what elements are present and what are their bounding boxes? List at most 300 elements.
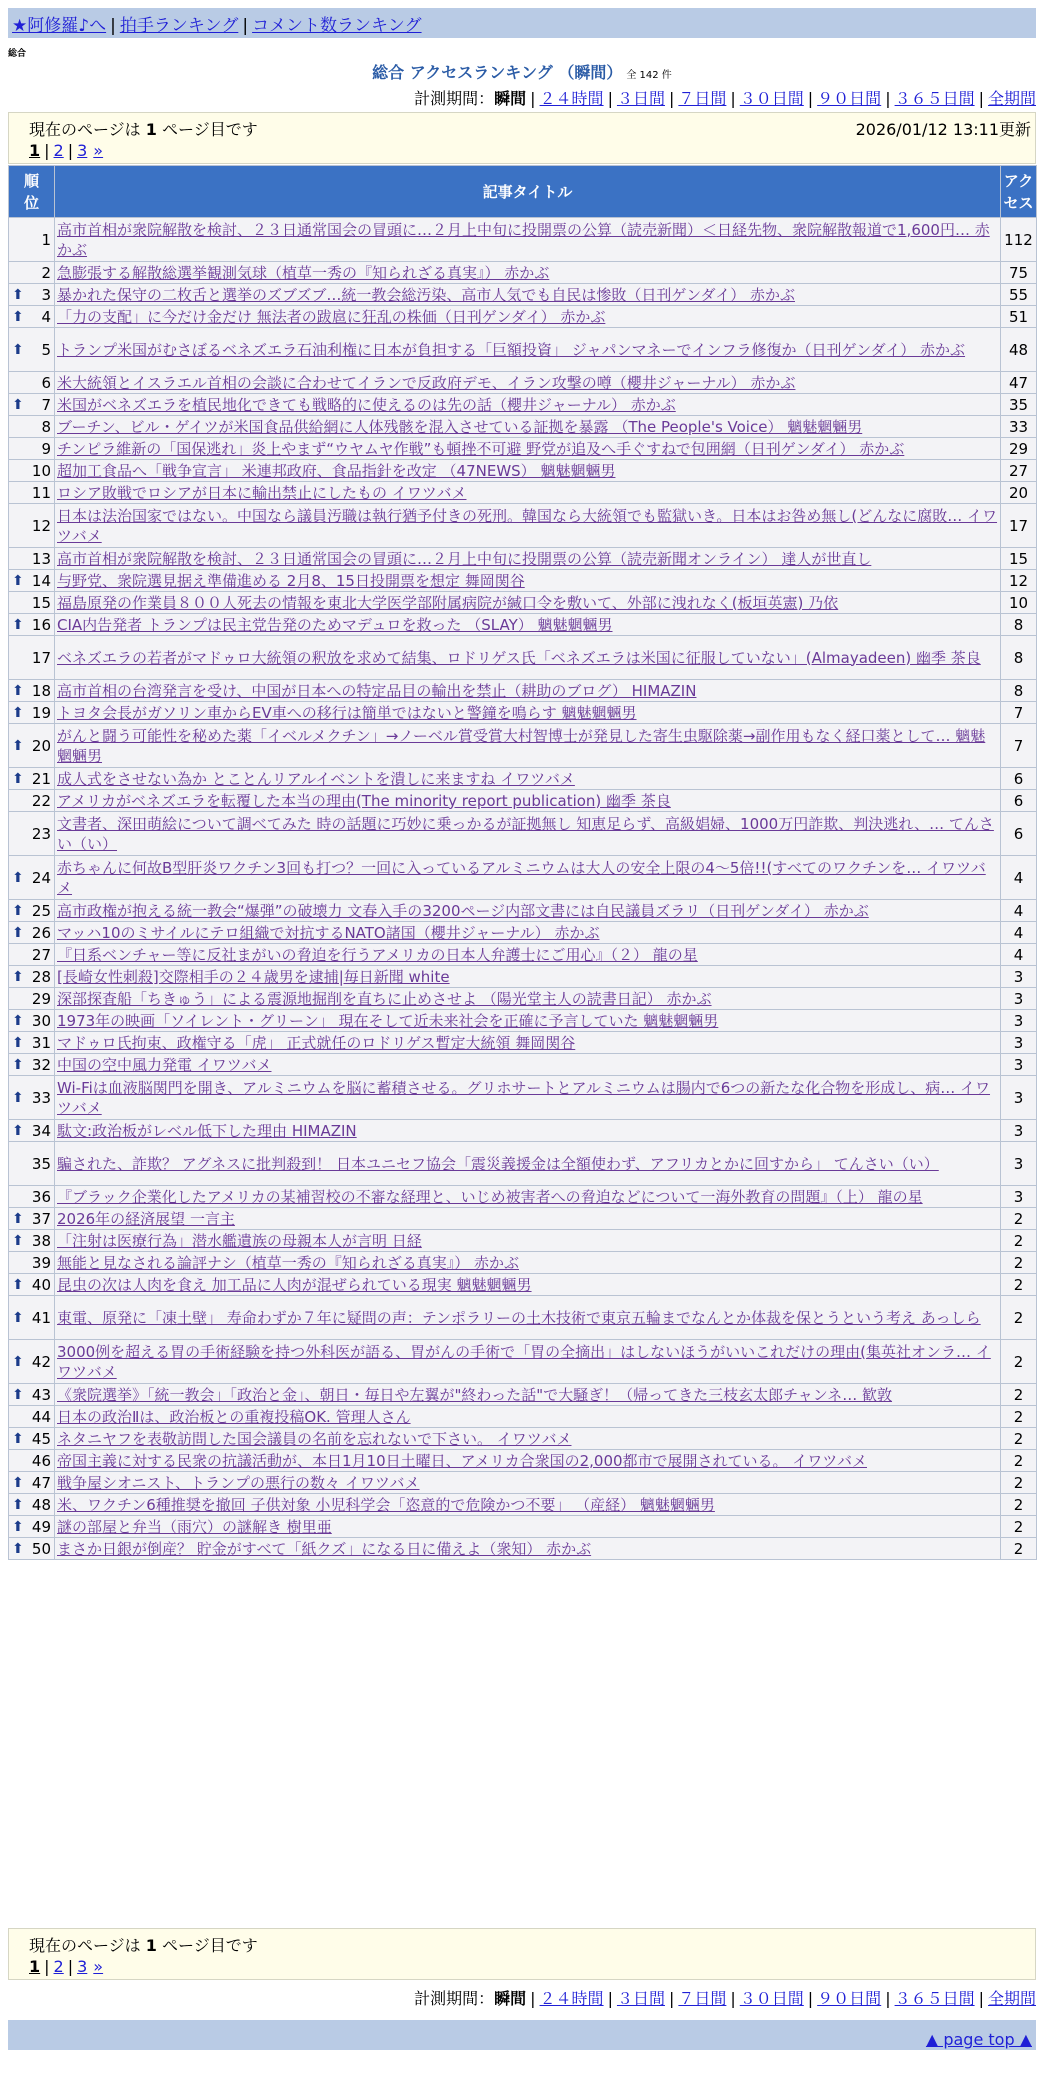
- title-cell: [55, 1384, 1001, 1406]
- access-count: 3: [1001, 1142, 1037, 1186]
- table-row: [9, 1230, 1037, 1252]
- rank-up-arrow-icon: ⬆: [12, 737, 24, 754]
- rank-up-arrow-icon: ⬆: [12, 1089, 24, 1106]
- article-title-link[interactable]: 文書者、深田萌絵について調べてみた 時の話題に巧妙に乗っかるが証拠無し 知恵足らず、高級娼婦、1000万円詐欺、判決逃れ、… てんさい（い）: [57, 814, 994, 853]
- article-title-link[interactable]: 高市首相が衆院解散を検討、２３日通常国会の冒頭に…２月上中旬に投開票の公算（読売新聞オンライン） 達人が世直し: [57, 549, 872, 568]
- rank-number: 19: [31, 703, 51, 722]
- title-cell: [55, 1054, 1001, 1076]
- period-option-link[interactable]: ３日間: [616, 1989, 665, 2008]
- article-title-link[interactable]: 与野党、衆院選見据え準備進める 2月8、15日投開票を想定 舞岡関谷: [57, 571, 525, 590]
- title-cell: [55, 482, 1001, 504]
- page-links: [29, 1957, 103, 1976]
- rank-number: 4: [41, 307, 51, 326]
- article-title-link[interactable]: 2026年の経済展望 一言主: [57, 1209, 235, 1228]
- article-title-link[interactable]: 1973年の映画「ソイレント・グリーン」 現在そして近未来社会を正確に予言していた 魑魅魍魎男: [57, 1011, 719, 1030]
- table-row: [9, 1120, 1037, 1142]
- access-count: 3: [1001, 1120, 1037, 1142]
- title-cell: [55, 680, 1001, 702]
- period-option-link[interactable]: ７日間: [678, 1989, 727, 2008]
- access-count: 55: [1001, 284, 1037, 306]
- rank-cell: [9, 636, 55, 680]
- rank-up-arrow-icon: ⬆: [12, 286, 24, 303]
- ranking-table: [8, 165, 1037, 1560]
- rank-number: 44: [31, 1407, 51, 1426]
- rank-number: 11: [31, 483, 51, 502]
- period-option-link[interactable]: ３０日間: [739, 89, 804, 108]
- article-title-link[interactable]: [長崎女性刺殺]交際相手の２４歳男を逮捕|毎日新聞 white: [57, 967, 450, 986]
- rank-cell: [9, 306, 55, 328]
- access-count: 6: [1001, 790, 1037, 812]
- title-cell: [55, 856, 1001, 900]
- period-option-link[interactable]: ３６５日間: [894, 89, 975, 108]
- title-cell: [55, 900, 1001, 922]
- rank-number: 48: [31, 1495, 51, 1514]
- article-title-link[interactable]: 騙された、詐欺？ アグネスに批判殺到！ 日本ユニセフ協会「震災義援金は全額使わず、アフリカとかに回すから」 てんさい（い）: [57, 1154, 939, 1173]
- period-separator: |: [530, 1989, 536, 2008]
- nav-separator: |: [242, 16, 249, 36]
- period-separator: |: [668, 89, 675, 108]
- next-page-link[interactable]: »: [93, 141, 104, 160]
- rank-column-header: 順位: [9, 166, 55, 218]
- rank-cell: [9, 680, 55, 702]
- page-link[interactable]: 3: [77, 141, 88, 160]
- access-count: 4: [1001, 900, 1037, 922]
- access-count: 2: [1001, 1406, 1037, 1428]
- article-title-link[interactable]: 成人式をさせない為か とことんリアルイベントを潰しに来ますね イワツバメ: [57, 769, 575, 788]
- rank-number: 12: [31, 516, 51, 535]
- home-link[interactable]: ★阿修羅♪へ: [12, 16, 107, 36]
- rank-number: 27: [31, 945, 51, 964]
- access-count: 35: [1001, 394, 1037, 416]
- access-count: 3: [1001, 1010, 1037, 1032]
- period-current: 瞬間: [494, 89, 527, 108]
- period-option-link[interactable]: ３日間: [616, 89, 665, 108]
- article-title-link[interactable]: 超加工食品へ「戦争宣言」 米連邦政府、食品指針を改定 （47NEWS） 魑魅魍魎男: [57, 461, 616, 480]
- period-separator: |: [885, 1989, 891, 2008]
- article-title-link[interactable]: 『ブラック企業化したアメリカの某補習校の不審な経理と、いじめ被害者への脅迫などについて一海外教育の問題』（上） 龍の星: [57, 1187, 923, 1206]
- rank-cell: [9, 966, 55, 988]
- table-row: [9, 372, 1037, 394]
- next-page-link[interactable]: »: [93, 1957, 104, 1976]
- title-cell: [55, 416, 1001, 438]
- article-title-link[interactable]: 戦争屋シオニスト、トランプの悪行の数々 イワツバメ: [57, 1473, 420, 1492]
- access-count: 75: [1001, 262, 1037, 284]
- rank-cell: [9, 1142, 55, 1186]
- rank-cell: [9, 900, 55, 922]
- table-row: [9, 394, 1037, 416]
- rank-number: 16: [31, 615, 51, 634]
- rank-cell: [9, 1076, 55, 1120]
- article-title-link[interactable]: 無能と見なされる論評ナシ（植草一秀の『知られざる真実』） 赤かぶ: [57, 1253, 519, 1272]
- clap-ranking-link[interactable]: 拍手ランキング: [119, 16, 239, 36]
- access-count: 8: [1001, 680, 1037, 702]
- period-separator: |: [668, 1989, 675, 2008]
- current-page-text: 現在のページは 1 ページ目です: [29, 120, 258, 139]
- table-row: [9, 1142, 1037, 1186]
- rank-cell: [9, 284, 55, 306]
- title-cell: [55, 636, 1001, 680]
- article-title-link[interactable]: 高市政権が抱える統一教会“爆弾”の破壊力 文春入手の3200ページ内部文書には自民議員ズラリ（日刊ゲンダイ） 赤かぶ: [57, 901, 869, 920]
- rank-up-arrow-icon: ⬆: [12, 1122, 24, 1139]
- rank-up-arrow-icon: ⬆: [12, 704, 24, 721]
- rank-cell: [9, 922, 55, 944]
- article-title-link[interactable]: マドゥロ氏拘束、政権守る「虎」 正式就任のロドリゲス暫定大統領 舞岡関谷: [57, 1033, 576, 1052]
- article-title-link[interactable]: ブーチン、ビル・ゲイツが米国食品供給網に人体残骸を混入させている証拠を暴露 （The People's Voice） 魑魅魍魎男: [57, 417, 863, 436]
- access-count: 20: [1001, 482, 1037, 504]
- rank-cell: [9, 1296, 55, 1340]
- table-row: [9, 1538, 1037, 1560]
- article-title-link[interactable]: 高市首相の台湾発言を受け、中国が日本への特定品目の輸出を禁止（耕助のブログ） HIMAZIN: [57, 681, 697, 700]
- rank-up-arrow-icon: ⬆: [12, 1034, 24, 1051]
- table-row: [9, 680, 1037, 702]
- rank-cell: [9, 1274, 55, 1296]
- rank-number: 28: [31, 967, 51, 986]
- title-cell: [55, 1010, 1001, 1032]
- rank-up-arrow-icon: ⬆: [12, 1540, 24, 1557]
- pager-top: [8, 112, 1036, 164]
- rank-number: 22: [31, 791, 51, 810]
- current-page-text: 現在のページは 1 ページ目です: [29, 1936, 258, 1955]
- table-row: [9, 1054, 1037, 1076]
- rank-number: 2: [41, 263, 51, 282]
- ranking-table-body: [9, 218, 1037, 1560]
- article-title-link[interactable]: 日本は法治国家ではない。中国なら議員汚職は執行猶予付きの死刑。韓国なら大統領でも監獄いき。日本はお咎め無し(どんなに腐敗… イワツバメ: [57, 506, 998, 545]
- rank-up-arrow-icon: ⬆: [12, 902, 24, 919]
- table-row: [9, 966, 1037, 988]
- rank-cell: [9, 1186, 55, 1208]
- title-cell: [55, 460, 1001, 482]
- access-count: 3: [1001, 1032, 1037, 1054]
- table-row: [9, 1428, 1037, 1450]
- access-count: 33: [1001, 416, 1037, 438]
- access-count: 2: [1001, 1340, 1037, 1384]
- article-title-link[interactable]: 急膨張する解散総選挙観測気球（植草一秀の『知られざる真実』） 赤かぶ: [57, 263, 550, 282]
- table-row: [9, 1274, 1037, 1296]
- table-row: [9, 1186, 1037, 1208]
- rank-number: 46: [31, 1451, 51, 1470]
- period-option-link[interactable]: ２４時間: [539, 89, 604, 108]
- rank-up-arrow-icon: ⬆: [12, 1210, 24, 1227]
- rank-number: 6: [41, 373, 51, 392]
- rank-up-arrow-icon: ⬆: [12, 1518, 24, 1535]
- title-cell: [55, 328, 1001, 372]
- rank-cell: [9, 1538, 55, 1560]
- period-option-link[interactable]: ７日間: [678, 89, 727, 108]
- title-cell: [55, 1450, 1001, 1472]
- title-cell: [55, 790, 1001, 812]
- period-option-link[interactable]: ９０日間: [817, 1989, 882, 2008]
- title-cell: [55, 306, 1001, 328]
- title-cell: [55, 1494, 1001, 1516]
- article-title-link[interactable]: 昆虫の次は人肉を食え 加工品に人肉が混ぜられている現実 魑魅魍魎男: [57, 1275, 532, 1294]
- title-cell: [55, 1076, 1001, 1120]
- comment-ranking-link[interactable]: コメント数ランキング: [252, 16, 422, 36]
- page-title: [0, 60, 1044, 83]
- table-row: [9, 1472, 1037, 1494]
- rank-number: 20: [31, 736, 51, 755]
- article-title-link[interactable]: 暴かれた保守の二枚舌と選挙のズブズブ…統一教会総汚染、高市人気でも自民は惨敗（日刊ゲンダイ） 赤かぶ: [57, 285, 795, 304]
- article-title-link[interactable]: 高市首相が衆院解散を検討、２３日通常国会の冒頭に…２月上中旬に投開票の公算（読売新聞）＜日経先物、衆院解散報道で1,600円… 赤かぶ: [57, 220, 990, 259]
- rank-cell: [9, 1494, 55, 1516]
- access-count: 10: [1001, 592, 1037, 614]
- article-title-link[interactable]: 深部探査船「ちきゅう」による震源地掘削を直ちに止めさせよ （陽光堂主人の読書日記） 赤かぶ: [57, 989, 712, 1008]
- title-cell: [55, 768, 1001, 790]
- rank-cell: [9, 1472, 55, 1494]
- article-title-link[interactable]: トヨタ会長がガソリン車からEV車への移行は簡単ではないと警鐘を鳴らす 魑魅魍魎男: [57, 703, 637, 722]
- access-count: 4: [1001, 856, 1037, 900]
- article-title-link[interactable]: 米大統領とイスラエル首相の会談に合わせてイランで反政府デモ、イラン攻撃の噂（櫻井ジャーナル） 赤かぶ: [57, 373, 796, 392]
- access-count: 15: [1001, 548, 1037, 570]
- access-count: 48: [1001, 328, 1037, 372]
- rank-up-arrow-icon: ⬆: [12, 616, 24, 633]
- title-cell: [55, 944, 1001, 966]
- rank-number: 33: [31, 1088, 51, 1107]
- rank-number: 35: [31, 1154, 51, 1173]
- table-row: [9, 1252, 1037, 1274]
- table-row: [9, 702, 1037, 724]
- rank-number: 42: [31, 1352, 51, 1371]
- table-row: [9, 724, 1037, 768]
- table-row: [9, 284, 1037, 306]
- article-title-link[interactable]: 謎の部屋と弁当（雨穴）の謎解き 樹里亜: [57, 1517, 332, 1536]
- rank-cell: [9, 944, 55, 966]
- access-count: 6: [1001, 768, 1037, 790]
- rank-up-arrow-icon: ⬆: [12, 1056, 24, 1073]
- access-count: 2: [1001, 1450, 1037, 1472]
- table-row: [9, 1296, 1037, 1340]
- access-count: 29: [1001, 438, 1037, 460]
- page-separator: |: [67, 1957, 74, 1976]
- article-title-link[interactable]: 『日系ベンチャー等に反社まがいの脅迫を行うアメリカの日本人弁護士にご用心』（２） 龍の星: [57, 945, 698, 964]
- table-row: [9, 812, 1037, 856]
- article-title-link[interactable]: 「力の支配」に今だけ金だけ 無法者の跋扈に狂乱の株価（日刊ゲンダイ） 赤かぶ: [57, 307, 606, 326]
- table-row: [9, 988, 1037, 1010]
- table-row: [9, 570, 1037, 592]
- article-title-link[interactable]: 赤ちゃんに何故B型肝炎ワクチン3回も打つ？一回に入っているアルミニウムは大人の安全上限の4～5倍!!(すべてのワクチンを… イワツバメ: [57, 858, 986, 897]
- rank-up-arrow-icon: ⬆: [12, 682, 24, 699]
- article-title-link[interactable]: Wi-Fiは血液脳関門を開き、アルミニウムを脳に蓄積させる。グリホサートとアルミニウムは腸内で6つの新たな化合物を形成し、病… イワツバメ: [57, 1078, 991, 1117]
- access-count: 2: [1001, 1538, 1037, 1560]
- period-separator: |: [730, 1989, 736, 2008]
- title-cell: [55, 372, 1001, 394]
- title-column-header: 記事タイトル: [55, 166, 1001, 218]
- current-page-number: 1: [145, 1936, 157, 1955]
- rank-up-arrow-icon: ⬆: [12, 1309, 24, 1326]
- page-top-link[interactable]: ▲ page top ▲: [925, 2030, 1032, 2049]
- article-title-link[interactable]: 東電、原発に「凍土壁」 寿命わずか７年に疑問の声：テンポラリーの土木技術で東京五輪までなんとか体裁を保とうという考え あっしら: [57, 1308, 981, 1327]
- rank-number: 40: [31, 1275, 51, 1294]
- access-count: 3: [1001, 988, 1037, 1010]
- rank-cell: [9, 812, 55, 856]
- article-title-link[interactable]: 《衆院選挙》「統一教会」「政治と金」、朝日・毎日や左翼が"終わった話"で大騒ぎ！（帰ってきた三枝玄太郎チャンネ… 歓敦: [57, 1385, 893, 1404]
- period-selector-bottom: [414, 1986, 1036, 2009]
- page-separator: |: [67, 141, 74, 160]
- article-title-link[interactable]: 日本の政治Ⅱは、政治板との重複投稿OK. 管理人さん: [57, 1407, 411, 1426]
- period-option-link[interactable]: ３６５日間: [894, 1989, 975, 2008]
- period-option-link[interactable]: ２４時間: [539, 1989, 604, 2008]
- rank-number: 43: [31, 1385, 51, 1404]
- rank-up-arrow-icon: ⬆: [12, 1012, 24, 1029]
- rank-number: 10: [31, 461, 51, 480]
- rank-cell: [9, 856, 55, 900]
- period-separator: |: [607, 89, 613, 108]
- article-title-link[interactable]: ネタニヤフを表敬訪問した国会議員の名前を忘れないで下さい。 イワツバメ: [57, 1429, 572, 1448]
- article-title-link[interactable]: まさか日銀が倒産？ 貯金がすべて「紙クズ」になる日に備えよ（衆知） 赤かぶ: [57, 1539, 592, 1558]
- period-separator: |: [730, 89, 736, 108]
- rank-number: 1: [41, 230, 51, 249]
- page-separator: |: [44, 141, 50, 160]
- rank-cell: [9, 438, 55, 460]
- table-row: [9, 328, 1037, 372]
- rank-number: 45: [31, 1429, 51, 1448]
- rank-number: 47: [31, 1473, 51, 1492]
- rank-number: 9: [41, 439, 51, 458]
- title-cell: [55, 966, 1001, 988]
- current-page-number: 1: [145, 120, 157, 139]
- access-count: 2: [1001, 1494, 1037, 1516]
- access-count: 2: [1001, 1208, 1037, 1230]
- rank-up-arrow-icon: ⬆: [12, 341, 24, 358]
- article-title-link[interactable]: がんと闘う可能性を秘めた薬「イベルメクチン」→ノーベル賞受賞大村智博士が発見した寄生虫駆除薬→副作用もなく経口薬として… 魑魅魍魎男: [57, 726, 986, 765]
- rank-number: 26: [31, 923, 51, 942]
- title-cell: [55, 284, 1001, 306]
- title-cell: [55, 812, 1001, 856]
- rank-number: 8: [41, 417, 51, 436]
- access-count: 12: [1001, 570, 1037, 592]
- table-row: [9, 262, 1037, 284]
- rank-cell: [9, 1406, 55, 1428]
- page-link[interactable]: 2: [53, 141, 64, 160]
- rank-up-arrow-icon: ⬆: [12, 1496, 24, 1513]
- rank-number: 24: [31, 868, 51, 887]
- rank-cell: [9, 372, 55, 394]
- rank-up-arrow-icon: ⬆: [12, 1232, 24, 1249]
- article-title-link[interactable]: 駄文:政治板がレベル低下した理由 HIMAZIN: [57, 1121, 357, 1140]
- title-cell: [55, 262, 1001, 284]
- rank-cell: [9, 1208, 55, 1230]
- title-cell: [55, 1142, 1001, 1186]
- access-count: 7: [1001, 724, 1037, 768]
- rank-number: 14: [31, 571, 51, 590]
- rank-up-arrow-icon: ⬆: [12, 1353, 24, 1370]
- rank-cell: [9, 262, 55, 284]
- table-row: [9, 548, 1037, 570]
- page-link[interactable]: 3: [77, 1957, 88, 1976]
- title-cell: [55, 1296, 1001, 1340]
- rank-number: 37: [31, 1209, 51, 1228]
- rank-cell: [9, 1450, 55, 1472]
- period-selector-top: [414, 86, 1036, 109]
- access-count: 4: [1001, 922, 1037, 944]
- period-option-link[interactable]: ３０日間: [739, 1989, 804, 2008]
- title-cell: [55, 1340, 1001, 1384]
- article-title-link[interactable]: アメリカがベネズエラを転覆した本当の理由(The minority report publication) 幽季 茶良: [57, 791, 671, 810]
- access-count: 51: [1001, 306, 1037, 328]
- article-title-link[interactable]: 福島原発の作業員８００人死去の情報を東北大学医学部附属病院が緘口令を敷いて、外部に洩れなく(板垣英憲) 乃依: [57, 593, 839, 612]
- access-count: 3: [1001, 1186, 1037, 1208]
- title-cell: [55, 1406, 1001, 1428]
- period-option-link[interactable]: ９０日間: [817, 89, 882, 108]
- title-cell: [55, 394, 1001, 416]
- table-row: [9, 1208, 1037, 1230]
- rank-up-arrow-icon: ⬆: [12, 396, 24, 413]
- table-row: [9, 1340, 1037, 1384]
- title-cell: [55, 1472, 1001, 1494]
- article-title-link[interactable]: ベネズエラの若者がマドゥロ大統領の釈放を求めて結集、ロドリゲス氏「ベネズエラは米国に征服していない」(Almayadeen) 幽季 茶良: [57, 648, 981, 667]
- rank-cell: [9, 1230, 55, 1252]
- page-link-current: 1: [29, 1957, 41, 1976]
- rank-number: 15: [31, 593, 51, 612]
- article-title-link[interactable]: 米、ワクチン6種推奨を撤回 子供対象 小児科学会「恣意的で危険かつ不要」 （産経） 魑魅魍魎男: [57, 1495, 715, 1514]
- rank-number: 29: [31, 989, 51, 1008]
- article-title-link[interactable]: マッハ10のミサイルにテロ組織で対抗するNATO諸国（櫻井ジャーナル） 赤かぶ: [57, 923, 600, 942]
- updated-timestamp: 2026/01/12 13:11更新: [855, 120, 1031, 139]
- rank-up-arrow-icon: ⬆: [12, 1276, 24, 1293]
- total-count: 全 142 件: [626, 70, 672, 81]
- period-separator: |: [885, 89, 891, 108]
- period-option-link[interactable]: 全期間: [987, 1989, 1036, 2008]
- period-separator: |: [530, 89, 536, 108]
- period-label: 計測期間：: [414, 1989, 495, 2008]
- rank-cell: [9, 702, 55, 724]
- table-row: [9, 1010, 1037, 1032]
- article-title-link[interactable]: 帝国主義に対する民衆の抗議活動が、本日1月10日土曜日、アメリカ合衆国の2,000都市で展開されている。 イワツバメ: [57, 1451, 867, 1470]
- title-cell: [55, 1516, 1001, 1538]
- title-cell: [55, 570, 1001, 592]
- rank-number: 34: [31, 1121, 51, 1140]
- rank-cell: [9, 482, 55, 504]
- rank-cell: [9, 1428, 55, 1450]
- article-title-link[interactable]: ロシア敗戦でロシアが日本に輸出禁止にしたもの イワツバメ: [57, 483, 467, 502]
- access-count: 3: [1001, 1054, 1037, 1076]
- rank-up-arrow-icon: ⬆: [12, 1430, 24, 1447]
- table-row: [9, 1384, 1037, 1406]
- page-link[interactable]: 2: [53, 1957, 64, 1976]
- rank-cell: [9, 1516, 55, 1538]
- table-row: [9, 460, 1037, 482]
- title-cell: [55, 1208, 1001, 1230]
- title-cell: [55, 922, 1001, 944]
- rank-number: 25: [31, 901, 51, 920]
- access-count: 47: [1001, 372, 1037, 394]
- title-cell: [55, 1032, 1001, 1054]
- rank-number: 31: [31, 1033, 51, 1052]
- article-title-link[interactable]: 米国がベネズエラを植民地化できても戦略的に使えるのは先の話（櫻井ジャーナル） 赤かぶ: [57, 395, 676, 414]
- rank-up-arrow-icon: ⬆: [12, 869, 24, 886]
- article-title-link[interactable]: 中国の空中風力発電 イワツバメ: [57, 1055, 272, 1074]
- period-option-link[interactable]: 全期間: [987, 89, 1036, 108]
- table-row: [9, 306, 1037, 328]
- rank-cell: [9, 790, 55, 812]
- period-separator: |: [807, 1989, 814, 2008]
- title-cell: [55, 1274, 1001, 1296]
- title-cell: [55, 724, 1001, 768]
- article-title-link[interactable]: トランプ米国がむさぼるベネズエラ石油利権に日本が負担する「巨額投資」 ジャパンマネーでインフラ修復か（日刊ゲンダイ） 赤かぶ: [57, 340, 966, 359]
- access-count: 4: [1001, 944, 1037, 966]
- article-title-link[interactable]: チンピラ維新の「国保逃れ」炎上やまず“ウヤムヤ作戦”も頓挫不可避 野党が追及へ手ぐすねで包囲網（日刊ゲンダイ） 赤かぶ: [57, 439, 905, 458]
- article-title-link[interactable]: 「注射は医療行為」潜水艦遺族の母親本人が言明 日経: [57, 1231, 422, 1250]
- rank-cell: [9, 988, 55, 1010]
- article-title-link[interactable]: 3000例を超える胃の手術経験を持つ外科医が語る、胃がんの手術で「胃の全摘出」はしないほうがいいこれだけの理由(集英社オンラ… イワツバメ: [57, 1342, 991, 1381]
- title-cell: [55, 218, 1001, 262]
- article-title-link[interactable]: CIA内告発者 トランプは民主党告発のためマデュロを救った （SLAY） 魑魅魍魎男: [57, 615, 613, 634]
- rank-cell: [9, 1340, 55, 1384]
- rank-number: 41: [31, 1308, 51, 1327]
- table-row: [9, 1406, 1037, 1428]
- title-cell: [55, 1120, 1001, 1142]
- rank-cell: [9, 218, 55, 262]
- access-count: 2: [1001, 1516, 1037, 1538]
